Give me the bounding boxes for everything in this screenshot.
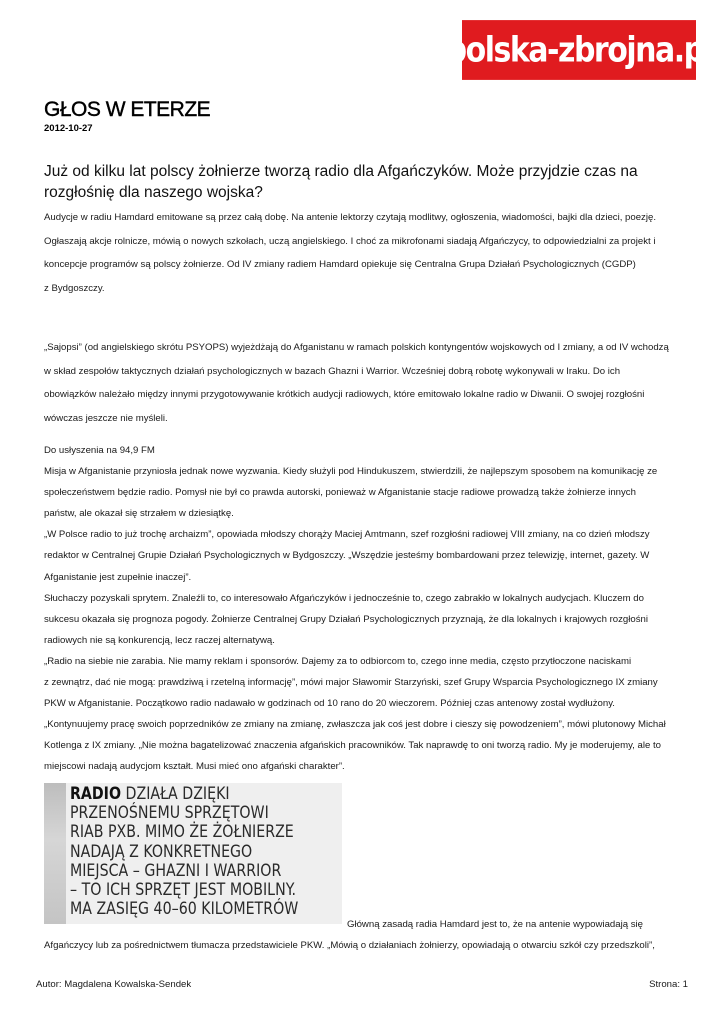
text-line: obowiązków należało między innymi przygotowywanie krótkich audycji radiowych, które emitowało lokalne radio w Diwanii. O swojej rozgłośni — [44, 389, 645, 400]
text-line: PKW w Afganistanie. Początkowo radio nadawało w godzinach od 10 rano do 20 wieczorem. Później czas antenowy został wydłużony. — [44, 698, 615, 710]
article-lead: Już od kilku lat polscy żołnierze tworzą radio dla Afgańczyków. Może przyjdzie czas na rozgłośnię dla naszego wojska? — [44, 163, 638, 201]
paragraph-1 — [44, 206, 656, 300]
text-line: radiowych nie są konkurencją, lecz raczej alternatywą. — [44, 634, 275, 646]
pull-quote-line: NADAJĄ Z KONKRETNEGO — [70, 841, 253, 861]
pull-quote-image — [44, 783, 342, 924]
pull-quote-line — [70, 784, 298, 803]
text-line: sukcesu okazała się prognoza pogody. Żołnierze Centralnej Grupy Działań Psychologicznych przyznają, że dla lokalnych i krajowych rozgłośni — [44, 613, 648, 625]
text-line-continued: Afgańczycy lub za pośrednictwem tłumacza przedstawiciele PKW. „Mówią o działaniach żołnierzy, opowiadają o otwarciu szkół czy przedszkoli”, — [44, 940, 655, 951]
text-line: „Sajopsi” (od angielskiego skrótu PSYOPS) wyjeżdżają do Afganistanu w ramach polskich kontyngentów wojskowych od I zmiany, a od IV wchodzą — [44, 342, 669, 353]
pull-quote-text — [70, 784, 298, 918]
pull-quote-line: PRZENOŚNEMU SPRZĘTOWI — [70, 803, 269, 823]
text-line: z Bydgoszczy. — [44, 282, 105, 294]
text-line-beside-quote: Główną zasadą radia Hamdard jest to, że na antenie wypowiadają się — [347, 919, 643, 930]
pull-quote-line: MA ZASIĘG 40–60 KILOMETRÓW — [70, 899, 299, 919]
text-line: „W Polsce radio to już trochę archaizm”, opowiada młodszy chorąży Maciej Amtmann, szef rozgłośni radiowej VIII zmiany, na co dzień młodszy — [44, 529, 650, 541]
text-line: Misja w Afganistanie przyniosła jednak nowe wyzwania. Kiedy służyli pod Hindukuszem, stwierdzili, że najlepszym sposobem na komunikację ze — [44, 466, 658, 478]
text-line: „Radio na siebie nie zarabia. Nie mamy reklam i sponsorów. Dajemy za to odbiorcom to, czego inne media, często przytłoczone naciskami — [44, 655, 632, 667]
text-line: koncepcje programów są polscy żołnierze. Od IV zmiany radiem Hamdard opiekuje się Centralna Grupa Działań Psychologicznych (CGDP) — [44, 259, 636, 270]
pull-quote-line: – TO ICH SPRZĘT JEST MOBILNY. — [70, 880, 297, 900]
pull-quote-lead-word: RADIO — [70, 784, 122, 803]
pull-quote-line: MIEJSCA – GHAZNI I WARRIOR — [70, 860, 282, 880]
article-title: GŁOS W ETERZE — [44, 98, 211, 121]
text-line: Afganistanie jest zupełnie inaczej”. — [44, 571, 192, 583]
text-line: redaktor w Centralnej Grupie Działań Psychologicznych w Bydgoszczy. „Wszędzie jesteśmy bombardowani przez telewizję, internet, gazety. W — [44, 550, 650, 562]
text-line: „Kontynuujemy pracę swoich poprzedników ze zmiany na zmianę, zwłaszcza jak coś jest dobre i cieszy się powodzeniem”, mówi plutonowy Michał — [44, 719, 666, 731]
text-line: Audycje w radiu Hamdard emitowane są przez całą dobę. Na antenie lektorzy czytają modlitwy, ogłoszenia, wiadomości, bajki dla dzieci, poezję. — [44, 212, 656, 223]
text-line: społeczeństwem będzie radio. Pomysł nie był co prawda autorski, ponieważ w Afganistanie stacje radiowe prowadzą także żołnierze innych — [44, 487, 636, 499]
pull-quote-accent-bar — [44, 783, 66, 924]
text-line: wówczas jeszcze nie myśleli. — [44, 412, 168, 424]
text-line: Słuchaczy pozyskali sprytem. Znaleźli to, co interesowało Afgańczyków i jednocześnie to, czego zabrakło w lokalnych audycjach. Kluczem do — [44, 592, 644, 604]
footer-page-number: Strona: 1 — [649, 979, 688, 990]
footer-author: Autor: Magdalena Kowalska-Sendek — [36, 979, 192, 990]
pull-quote-line: RIAB PXB. MIMO ŻE ŻOŁNIERZE — [70, 822, 294, 842]
text-line: w skład zespołów taktycznych działań psychologicznych w bazach Ghazni i Warrior. Wcześniej dobrą robotę wykonywali w Iraku. Do ich — [44, 365, 621, 377]
text-line: z zewnątrz, dać nie mogą: prawdziwą i rzetelną informację”, mówi major Sławomir Starzyński, szef Grupy Wsparcia Psychologicznego IX zmiany — [44, 677, 658, 689]
section-subheading: Do usłyszenia na 94,9 FM — [44, 445, 155, 456]
article-date: 2012-10-27 — [44, 123, 93, 134]
site-logo[interactable]: polska-zbrojna.pl — [462, 20, 696, 80]
text-line: państw, ale okazał się strzałem w dziesiątkę. — [44, 508, 234, 520]
text-line: miejscowi nadają audycjom kształt. Musi mieć ono afgański charakter”. — [44, 761, 345, 773]
text-line: Kotlenga z IX zmiany. „Nie można bagatelizować znaczenia afgańskich pracowników. Tak naprawdę to oni tworzą radio. My je moderujemy, ale to — [44, 740, 661, 752]
text-line: Ogłaszają akcje rolnicze, mówią o nowych szkołach, uczą angielskiego. I choć za mikrofonami siadają Afgańczycy, to odpowiedzialni za projekt i — [44, 235, 656, 247]
pull-quote-first-line-rest: DZIAŁA DZIĘKI — [121, 784, 230, 803]
paragraph-2 — [44, 336, 669, 430]
paragraph-3 — [44, 440, 666, 778]
